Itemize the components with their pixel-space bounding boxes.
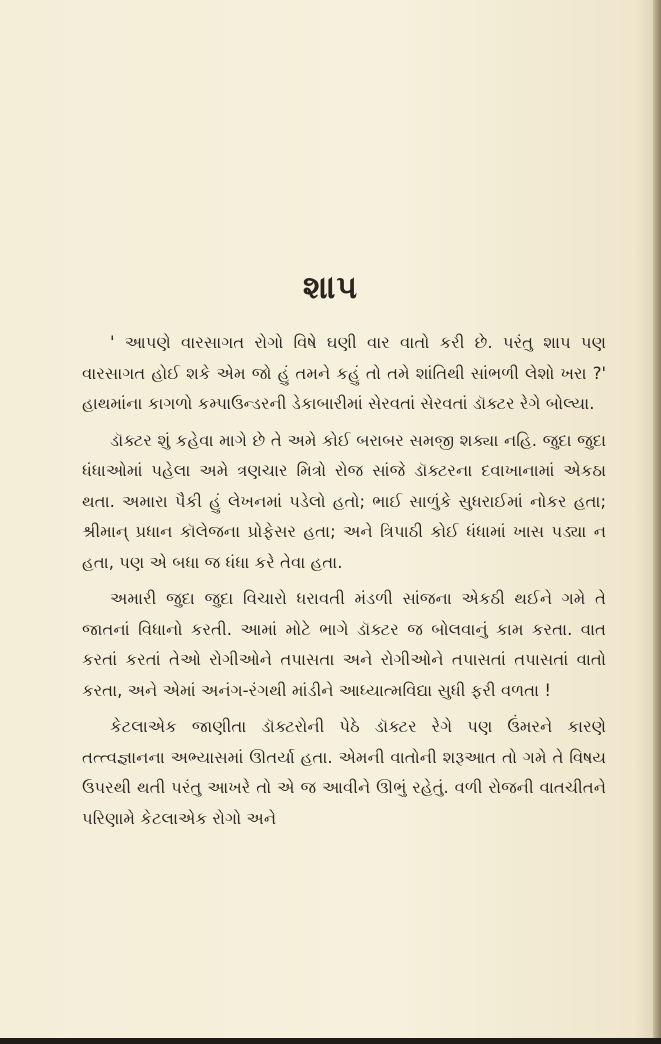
chapter-title: શાપ <box>302 268 359 306</box>
chapter-body <box>82 328 606 840</box>
paragraph-1: ' આપણે વારસાગત રોગો વિષે ઘણી વાર વાતો કરી છે. પરંતુ શાપ પણ વારસાગત હોઈ શકે એમ જો હું તમને કહું તો તમે શાંતિથી સાંભળી લેશો ખરા ?' હાથમાંના કાગળો કમ્પાઉન્ડરની ડેકાબારીમાં સેરવતાં સેરવતાં ડૉક્ટર રેગે બોલ્યા. <box>82 333 606 413</box>
paragraph-4: કેટલાએક જાણીતા ડૉક્ટરોની પેઠે ડૉક્ટર રેગે પણ ઉંમરને કારણે તત્ત્વજ્ઞાનના અભ્યાસમાં ઊતર્યા હતા. એમની વાતોની શરૂઆત તો ગમે તે વિષય ઉપરથી થતી પરંતુ આખરે તો એ જ આવીને ઊભું રહેતું. વળી રોજની વાતચીતને પરિણામે કેટલાએક રોગો અને <box>82 717 606 828</box>
page-edge-shadow <box>653 0 661 1044</box>
paragraph-2: ડૉક્ટર શું કહેવા માગે છે તે અમે કોઈ બરાબર સમજી શક્યા નહિ. જુદા જુદા ધંધાઓમાં પહેલા અમે ત્રણચાર મિત્રો રોજ સાંજે ડૉક્ટરના દવાખાનામાં એકઠા થતા. અમારા પૈકી હું લેખનમાં પડેલો હતો; ભાઈ સાળુંકે સુધરાઈમાં નોકર હતા; શ્રીમાન્ પ્રધાન કૉલેજના પ્રોફેસર હતા; અને ત્રિપાઠી કોઈ ધંધામાં ખાસ પડ્યા ન હતા, પણ એ બધા જ ધંધા કરે તેવા હતા. <box>82 430 606 572</box>
page-bottom-edge <box>0 1038 661 1044</box>
paragraph-3: અમારી જુદા જુદા વિચારો ધરાવતી મંડળી સાંજના એકઠી થઈને ગમે તે જાતનાં વિધાનો કરતી. આમાં મોટે ભાગે ડૉક્ટર જ બોલવાનું કામ કરતા. વાત કરતાં કરતાં તેઓ રોગીઓને તપાસતા અને રોગીઓને તપાસતાં તપાસતાં વાતો કરતા, અને એમાં અનંગ-રંગથી માંડીને આધ્યાત્મવિદ્યા સુધી ફરી વળતા ! <box>82 589 606 700</box>
